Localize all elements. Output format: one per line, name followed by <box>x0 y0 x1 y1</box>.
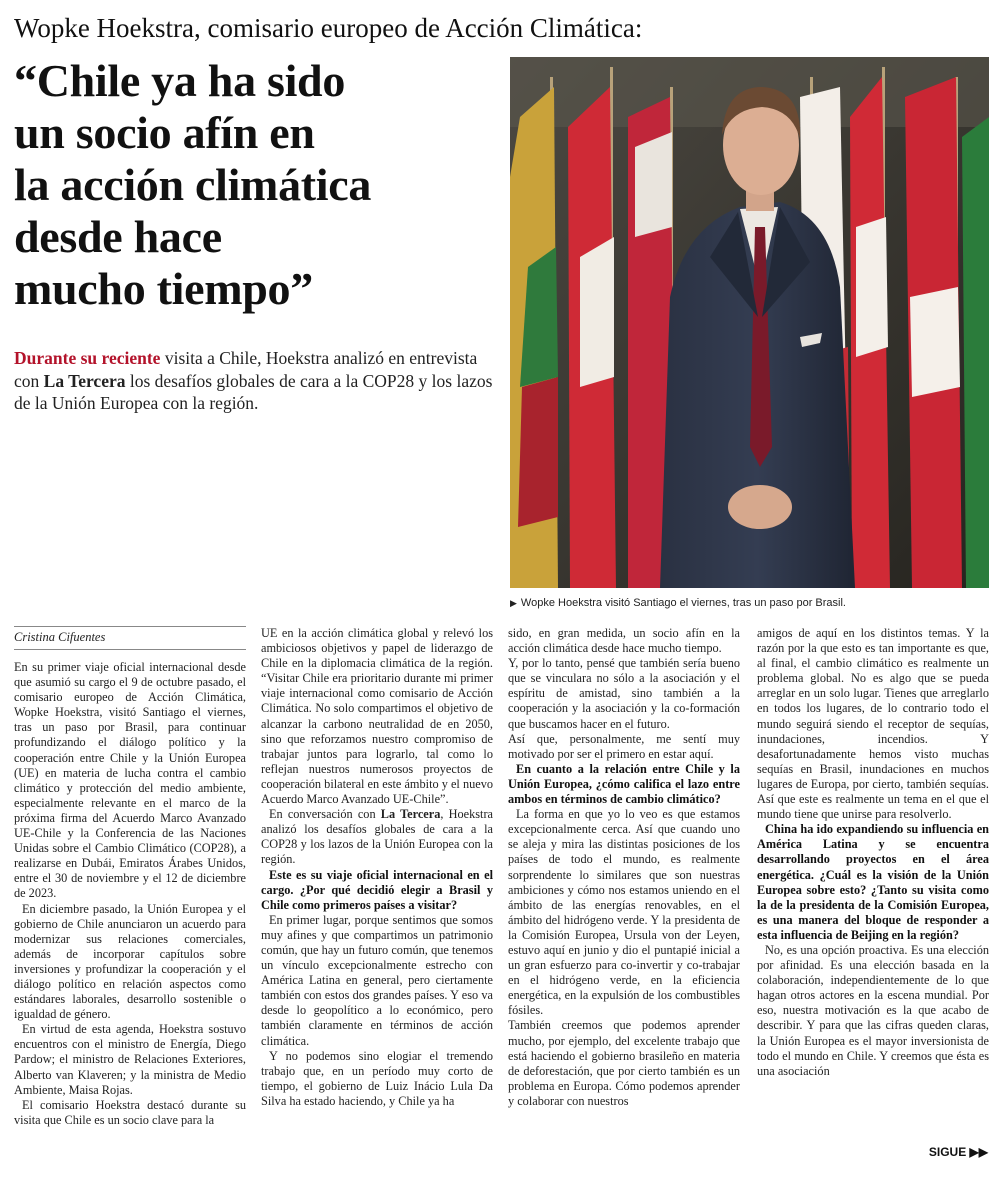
article-paragraph: UE en la acción climática global y relevó los ambiciosos objetivos y papel de liderazgo de Chile en la diplomacia climática de la región. “Visitar Chile era prioritario durante mi primer viaje internacional como comisario de Acción Climática. No solo compartimos el objetivo de alcanzar la carbono neutralidad de en 2050, sino que reforzamos nuestro compromiso de trabajar juntos para lograrlo, tal como lo reflejan nuestros numerosos proyectos de cooperación bilateral en este ámbito y el nuevo Acuerdo Marco Avanzado UE-Chile”. <box>261 626 493 807</box>
lead-highlight: Durante su reciente <box>14 348 161 368</box>
article-paragraph: El comisario Hoekstra destacó durante su visita que Chile es un socio clave para la <box>14 1097 246 1127</box>
paragraph-text: , Hoekstra analizó los desafíos globales de cara a la COP28 y los lazos de la Unión Europea con la región. <box>261 807 493 867</box>
interview-question: En cuanto a la relación entre Chile y la Unión Europea, ¿cómo califica el lazo entre ambos en términos de cambio climático? <box>508 761 740 807</box>
article-paragraph: Y, por lo tanto, pensé que también sería bueno que se vinculara no sólo a la asociación y el espíritu de amistad, sino también a la cooperación y la asociación y la co-formación que buscamos hacer en el futuro. <box>508 656 740 731</box>
article-paragraph: En diciembre pasado, la Unión Europea y el gobierno de Chile anunciaron un acuerdo para modernizar sus relaciones comerciales, además de incorporar capítulos sobre inversiones y profundizar la cooperación y el diálogo político en relación aspectos como estándares laborales, desarrollo sostenible o igualdad de género. <box>14 901 246 1022</box>
headline <box>14 55 494 315</box>
lead-paragraph <box>14 347 494 415</box>
article-paragraph: En virtud de esta agenda, Hoekstra sostuvo encuentros con el ministro de Energía, Diego Pardow; el ministro de Relaciones Exteriores, Alberto van Klaveren; y la ministra de Medio Ambiente, Maisa Rojas. <box>14 1022 246 1097</box>
headline-line: un socio afín en <box>14 107 315 158</box>
paragraph-text: En conversación con <box>269 807 381 822</box>
photo-caption <box>510 593 989 613</box>
portrait-illustration <box>510 57 989 588</box>
portrait-photo <box>510 57 989 588</box>
interview-question: China ha ido expandiendo su influencia en América Latina y se encuentra desarrollando proyectos en el área energética. ¿Cuál es la visión de la Unión Europea sobre esto? ¿Tanto su visita como la de la presidenta de la Comisión Europea, es una manera del bloque de responder a esta influencia de Beijing en la región? <box>757 822 989 942</box>
article-paragraph <box>261 807 493 867</box>
article-paragraph: No, es una opción proactiva. Es una elección por afinidad. Es una elección basada en la colaboración, independientemente de lo que hagan otros actores en la escena mundial. Por eso, nuestra motivación es la que acabo de describir. Y para que las cifras queden claras, la Unión Europea es el mayor inversionista de todo el mundo en Chile. Y creemos que ésta es una asociación <box>757 942 989 1078</box>
article-paragraph: También creemos que podemos aprender mucho, por ejemplo, del excelente trabajo que está haciendo el gobierno brasileño en materia de deforestación, que por cierto también es un problema en Europa. Cómo podemos aprender y colaborar con nuestros <box>508 1018 740 1108</box>
caption-marker-icon: ▶ <box>510 598 517 608</box>
article-column-3 <box>508 626 740 1171</box>
lead-newspaper: La Tercera <box>43 370 126 391</box>
article-paragraph: amigos de aquí en los distintos temas. Y la razón por la que esto es tan importante es que, al final, el cambio climático es realmente un problema global. No es algo que se pueda arreglar en un solo lugar. Tienes que arreglarlo en todos los lugares, de lo contrario todo el mundo seguirá siendo el receptor de sequías, inundaciones, incendios. Y desafortunadamente hemos visto muchas sequías en Brasil, inundaciones en muchos lugares de Europa, por cierto, también sequías. Así que este es realmente un tema en el que el mundo tiene que unirse para resolverlo. <box>757 626 989 822</box>
article-paragraph: La forma en que yo lo veo es que estamos excepcionalmente cerca. Así que cuando uno se aleja y mira las distintas posiciones de los países de todo el mundo, es realmente sorprendente lo similares que son nuestras ambiciones y cómo nos estamos uniendo en el ámbito de las energías renovables, en el ámbito del hidrógeno verde. Y la presidenta de la Comisión Europea, Ursula von der Leyen, estuvo aquí en junio y dio el puntapié inicial a un gran esfuerzo para co-invertir y co-trabajar en el hidrógeno verde, en la eficiencia energética, en la expulsión de los combustibles fósiles. <box>508 807 740 1018</box>
caption-text: Wopke Hoekstra visitó Santiago el viernes, tras un paso por Brasil. <box>520 597 846 609</box>
continues-marker: SIGUE ▶▶ <box>928 1145 988 1159</box>
kicker: Wopke Hoekstra, comisario europeo de Acción Climática: <box>14 13 643 43</box>
headline-line: desde hace <box>14 211 222 262</box>
article-column-2 <box>261 626 493 1171</box>
lead-text: los desafíos globales de cara a la COP28 y los lazos de la Unión Europea con la región. <box>14 370 493 413</box>
article-paragraph: Y no podemos sino elogiar el tremendo trabajo que, en un período muy corto de tiempo, el gobierno de Luiz Inácio Lula Da Silva ha estado haciendo, y Chile ya ha <box>261 1048 493 1108</box>
article-paragraph: En primer lugar, porque sentimos que somos muy afines y que compartimos un patrimonio común, que hay un futuro común, que tenemos un vínculo excepcionalmente estrecho con América Latina en general, pero ciertamente también con estos dos grandes países. Y eso va desde lo geopolítico a lo económico, pero también claramente en términos de acción climática. <box>261 912 493 1048</box>
lead-text: visita a Chile, Hoekstra analizó en entrevista con <box>14 348 478 391</box>
article-column-1 <box>14 626 246 1171</box>
article-column-4 <box>757 626 989 1171</box>
headline-line: mucho tiempo” <box>14 263 313 314</box>
article-paragraph: En su primer viaje oficial internacional desde que asumió su cargo el 9 de octubre pasado, el comisario europeo de Acción Climática, Wopke Hoekstra, visitó Santiago el viernes, tras un paso por Brasil, para continuar profundizando el diálogo político y la cooperación entre Chile y la Unión Europea (UE) en materia de lucha contra el cambio climático y protección del medio ambiente, especialmente relevante en el marco de la próxima firma del Acuerdo Marco Avanzado UE-Chile y la Conferencia de las Naciones Unidas sobre el Cambio Climático (COP28), a realizarse en Dubái, Emiratos Árabes Unidos, entre el 30 de noviembre y el 12 de diciembre de 2023. <box>14 660 246 901</box>
headline-line: “Chile ya ha sido <box>14 55 346 106</box>
article-paragraph: Así que, personalmente, me sentí muy motivado por ser el primero en estar aquí. <box>508 731 740 761</box>
article-paragraph: sido, en gran medida, un socio afín en la acción climática desde hace mucho tiempo. <box>508 626 740 656</box>
headline-line: la acción climática <box>14 159 372 210</box>
interview-question: Este es su viaje oficial internacional en el cargo. ¿Por qué decidió elegir a Brasil y Chile como primeros países a visitar? <box>261 867 493 912</box>
byline: Cristina Cifuentes <box>14 626 246 650</box>
newspaper-name: La Tercera <box>380 807 441 822</box>
